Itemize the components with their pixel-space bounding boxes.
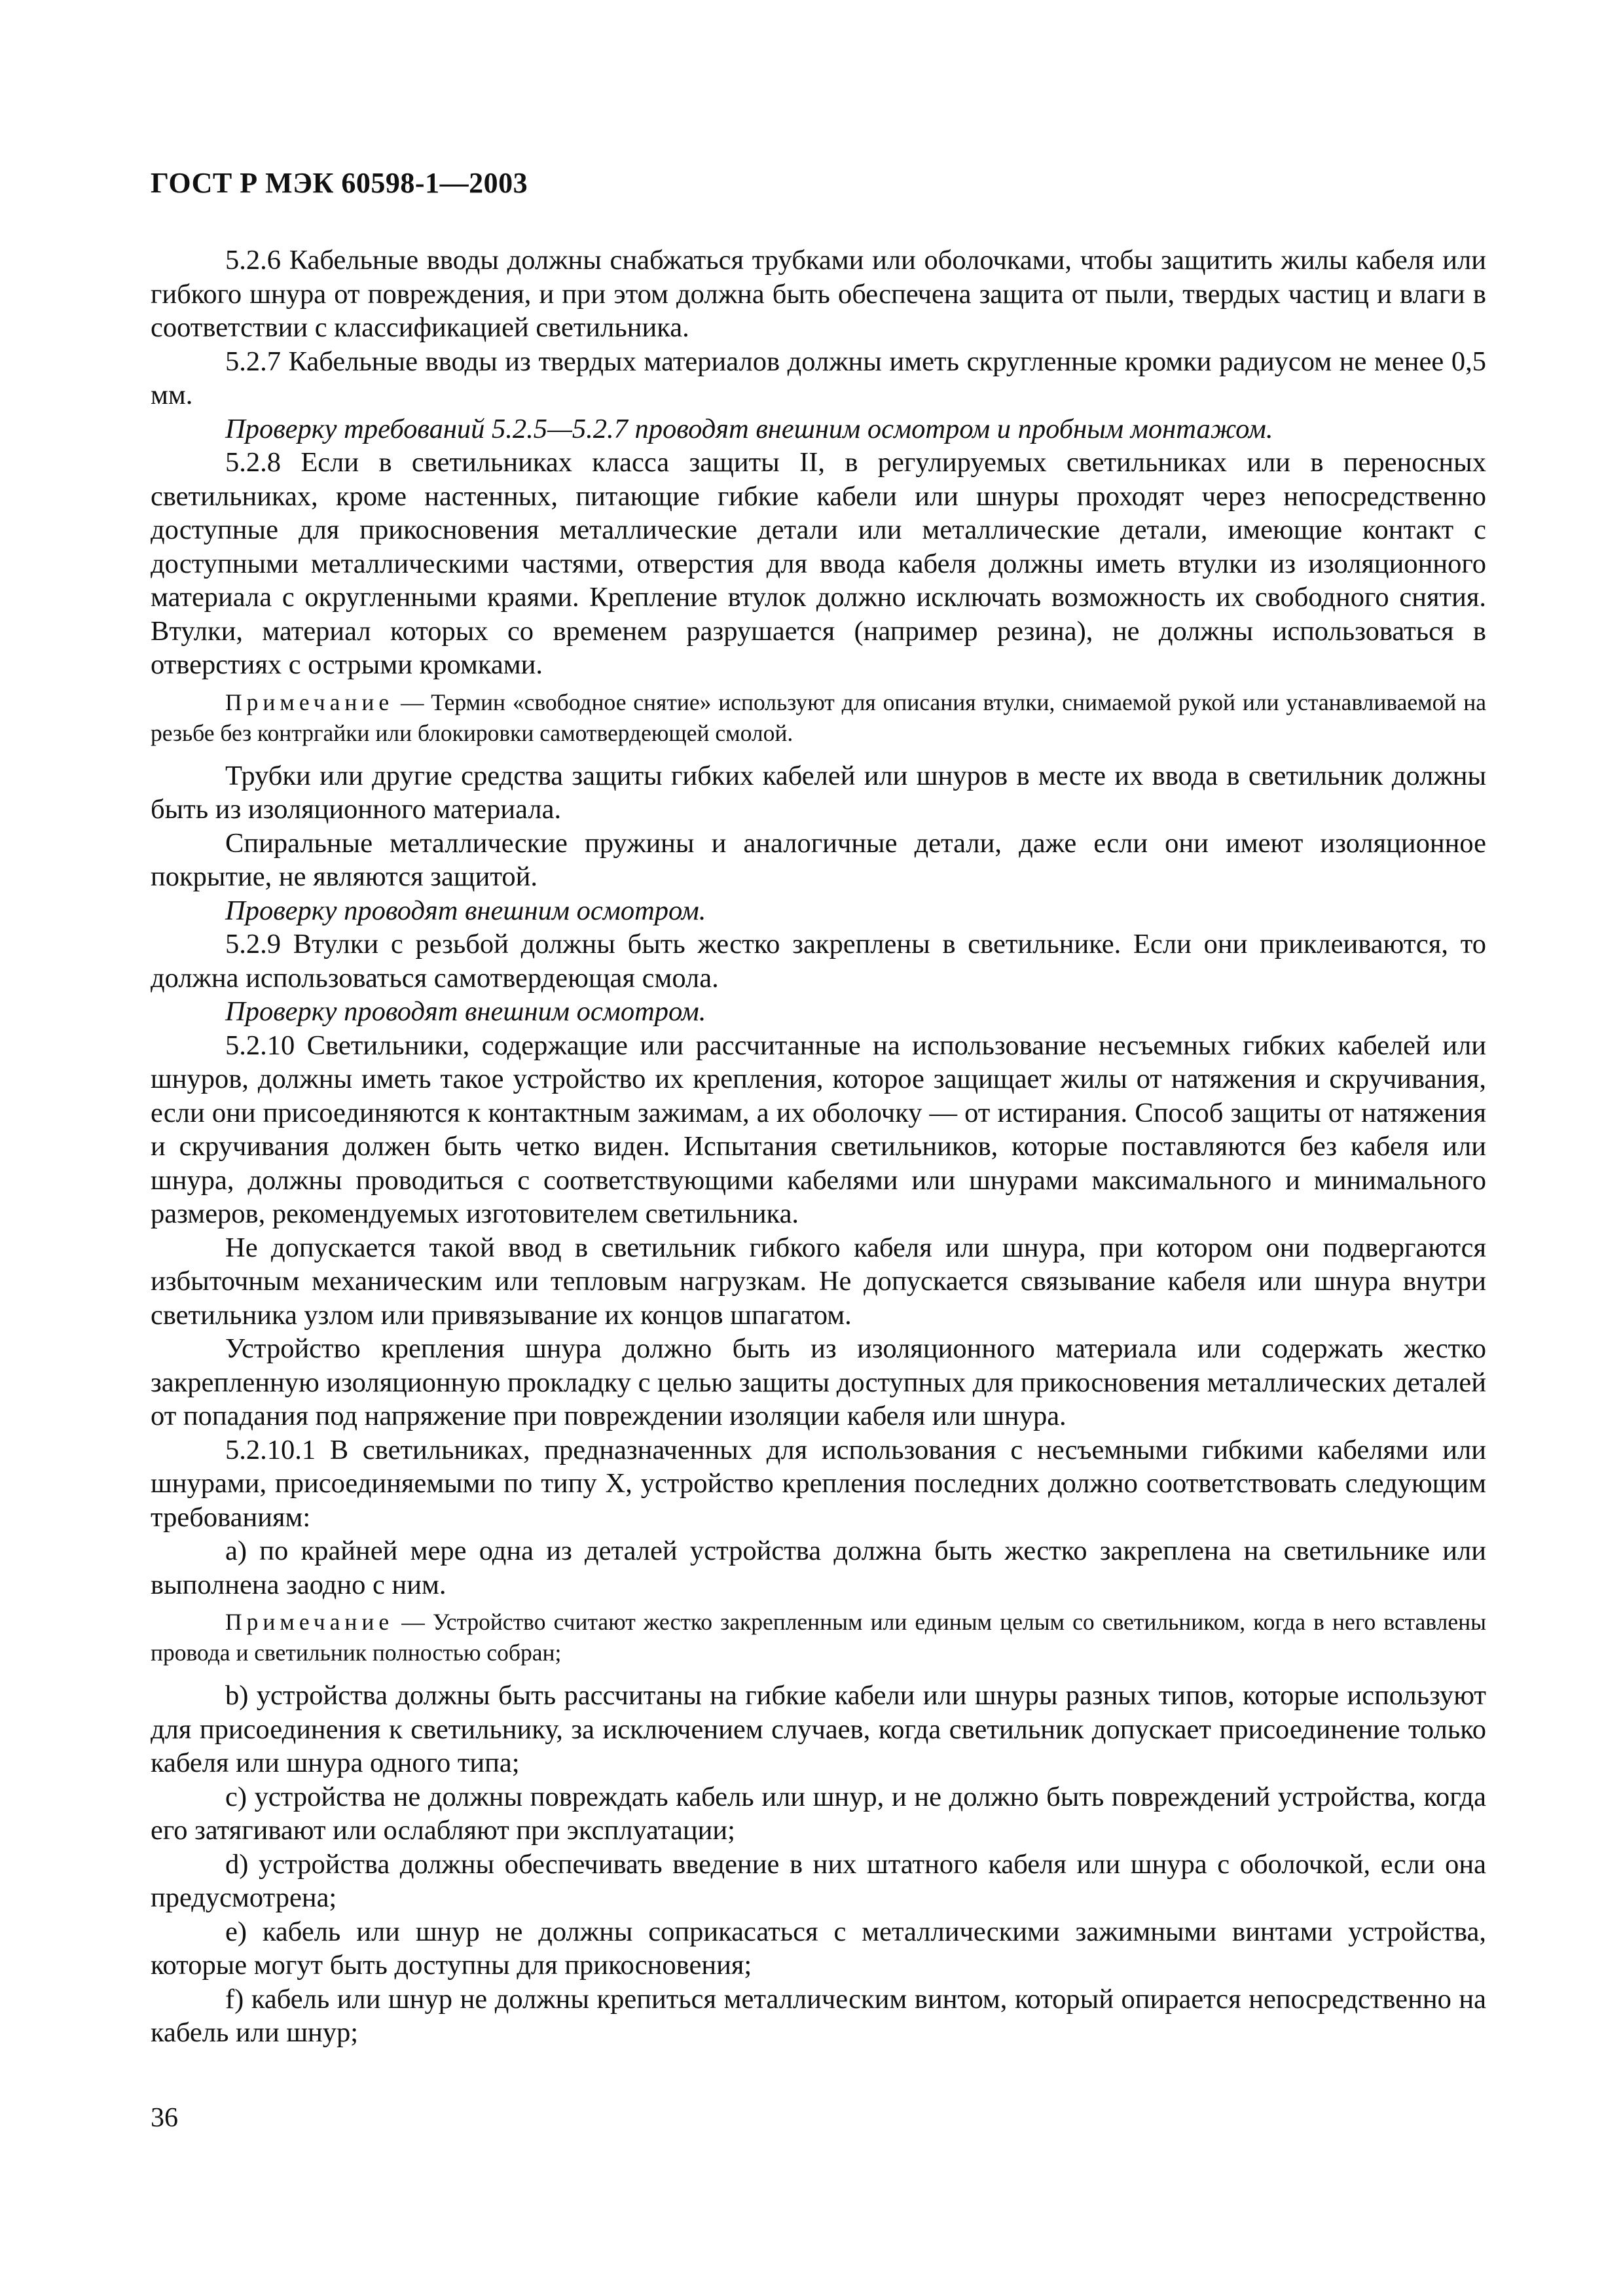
note <box>151 687 1486 749</box>
page-number: 36 <box>151 2103 178 2133</box>
paragraph-5-2-8: 5.2.8 Если в светильниках класса защиты II, в регулируемых светильниках или в переносных светильниках, кроме настенных, питающие гибкие кабели или шнуры проходят через непосредственно доступные для прикосновения металлические детали или металлические детали, имеющие контакт с доступными металлическими частями, отверстия для ввода кабеля должны иметь втулки из изоляционного материала с округленными краями. Крепление втулок должно исключать возможность их свободного снятия. Втулки, материал которых со временем разрушается (например резина), не должны использоваться в отверстиях с острыми кромками. <box>151 447 1486 680</box>
check-instruction: Проверку требований 5.2.5—5.2.7 проводят внешним осмотром и пробным монтажом. <box>225 413 1273 444</box>
check-instruction: Проверку проводят внешним осмотром. <box>225 895 706 926</box>
list-item-b: b) устройства должны быть рассчитаны на гибкие кабели или шнуры разных типов, которые используют для присоединения к светильнику, за исключением случаев, когда светильник допускает присоединение только кабеля или шнура одного типа; <box>151 1680 1486 1778</box>
list-item-d: d) устройства должны обеспечивать введение в них штатного кабеля или шнура с оболочкой, если она предусмотрена; <box>151 1848 1486 1913</box>
paragraph-springs: Спиральные металлические пружины и аналогичные детали, даже если они имеют изоляционное покрытие, не являются защитой. <box>151 827 1486 892</box>
note-text: — Устройство считают жестко закрепленным или единым целым со светильником, когда в него вставлены провода и светильник полностью собран; <box>151 1609 1486 1666</box>
note-label: Примечание <box>225 1609 394 1635</box>
paragraph-tubes: Трубки или другие средства защиты гибких кабелей или шнуров в месте их ввода в светильник должны быть из изоляционного материала. <box>151 760 1486 825</box>
list-item-a: а) по крайней мере одна из деталей устройства должна быть жестко закреплена на светильнике или выполнена заодно с ним. <box>151 1535 1486 1600</box>
paragraph-5-2-6: 5.2.6 Кабельные вводы должны снабжаться трубками или оболочками, чтобы защитить жилы кабеля или гибкого шнура от повреждения, и при этом должна быть обеспечена защита от пыли, твердых частиц и влаги в соответствии с классификацией светильника. <box>151 245 1486 343</box>
note-label: Примечание <box>225 689 394 715</box>
paragraph-no-entry: Не допускается такой ввод в светильник гибкого кабеля или шнура, при котором они подвергаются избыточным механическим или тепловым нагрузкам. Не допускается связывание кабеля или шнура внутри светильника узлом или привязывание их концов шпагатом. <box>151 1232 1486 1331</box>
note-text: — Термин «свободное снятие» используют для описания втулки, снимаемой рукой или устанавливаемой на резьбе без контргайки или блокировки самотвердеющей смолой. <box>151 689 1486 746</box>
list-item-f: f) кабель или шнур не должны крепиться металлическим винтом, который опирается непосредственно на кабель или шнур; <box>151 1983 1486 2048</box>
paragraph-5-2-10: 5.2.10 Светильники, содержащие или рассчитанные на использование несъемных гибких кабелей или шнуров, должны иметь такое устройство их крепления, которое защищает жилы от натяжения и скручивания, если они присоединяются к контактным зажимам, а их оболочку — от истирания. Способ защиты от натяжения и скручивания должен быть четко виден. Испытания светильников, которые поставляются без кабеля или шнура, должны проводиться с соответствующими кабелями или шнурами максимального и минимального размеров, рекомендуемых изготовителем светильника. <box>151 1030 1486 1229</box>
paragraph-5-2-10-1: 5.2.10.1 В светильниках, предназначенных для использования с несъемными гибкими кабелями или шнурами, присоединяемыми по типу X, устройство крепления последних должно соответствовать следующим требованиям: <box>151 1434 1486 1533</box>
check-instruction: Проверку проводят внешним осмотром. <box>225 996 706 1027</box>
note <box>151 1607 1486 1668</box>
paragraph-anchorage: Устройство крепления шнура должно быть из изоляционного материала или содержать жестко закрепленную изоляционную прокладку с целью защиты доступных для прикосновения металлических деталей от попадания под напряжение при повреждении изоляции кабеля или шнура. <box>151 1333 1486 1431</box>
list-item-c: с) устройства не должны повреждать кабель или шнур, и не должно быть повреждений устройства, когда его затягивают или ослабляют при эксплуатации; <box>151 1781 1486 1846</box>
document-page <box>151 0 1486 2296</box>
paragraph-5-2-9: 5.2.9 Втулки с резьбой должны быть жестко закреплены в светильнике. Если они приклеиваются, то должна использоваться самотвердеющая смола. <box>151 929 1486 994</box>
list-item-e: е) кабель или шнур не должны соприкасаться с металлическими зажимными винтами устройства, которые могут быть доступны для прикосновения; <box>151 1916 1486 1981</box>
document-header: ГОСТ Р МЭК 60598-1—2003 <box>151 167 528 199</box>
document-body <box>151 243 1486 2050</box>
paragraph-5-2-7: 5.2.7 Кабельные вводы из твердых материалов должны иметь скругленные кромки радиусом не менее 0,5 мм. <box>151 346 1486 410</box>
